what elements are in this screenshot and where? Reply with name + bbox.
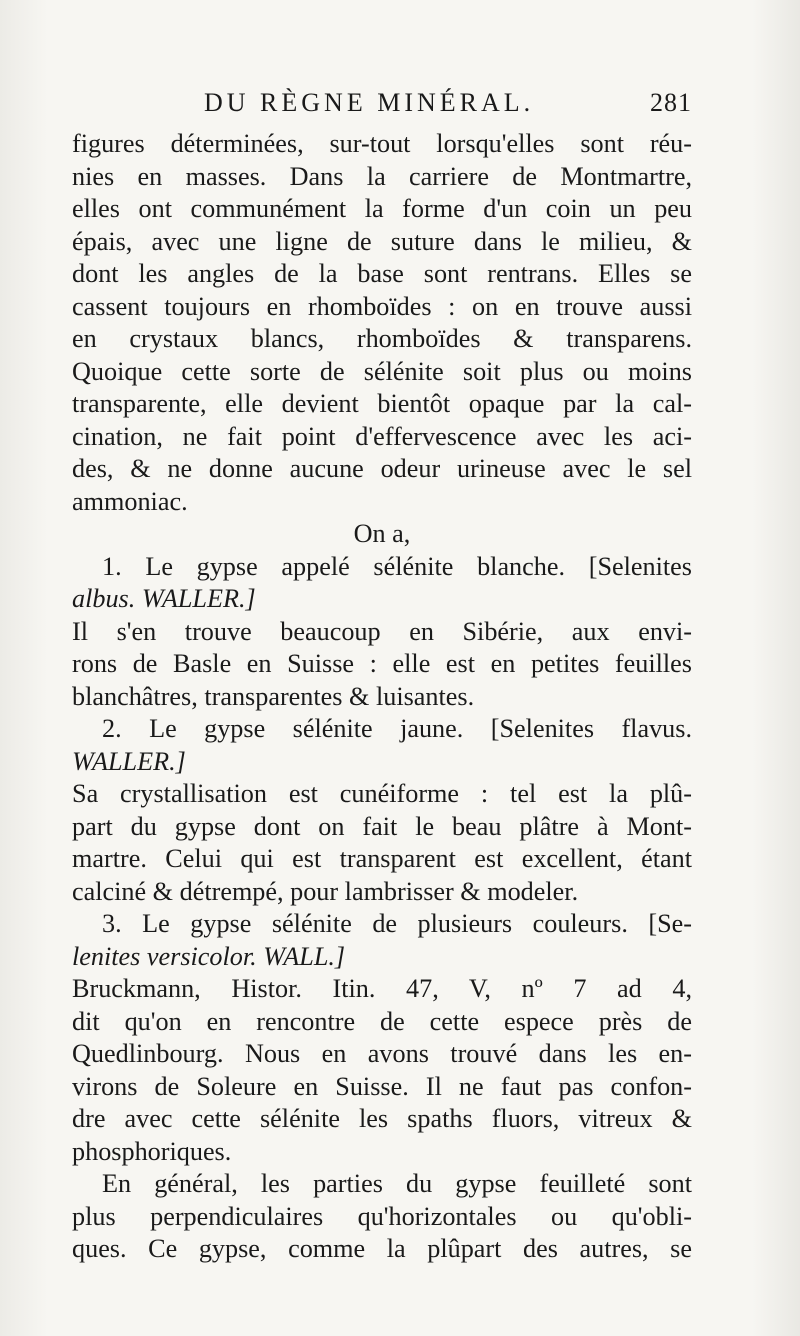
text-line: figures déterminées, sur-tout lorsqu'elles sont réu- [72,129,692,158]
text-line: WALLER.] [72,746,186,776]
text-line: elles ont communément la forme d'un coin un peu [72,194,692,223]
text-line: dit qu'on en rencontre de cette espece près de [72,1006,692,1036]
text-line: blanchâtres, transparentes & luisantes. [72,681,475,711]
text-line: phosphoriques. [72,1136,232,1166]
text-line: des, & ne donne aucune odeur urineuse avec le sel [72,454,692,483]
list-item-3: 3. Le gypse sélénite de plusieurs couleurs. [Se- [102,909,692,938]
list-item-1: 1. Le gypse appelé sélénite blanche. [Selenites [102,551,692,581]
text-line: dre avec cette sélénite les spaths fluors, vitreux & [72,1104,692,1133]
text-line: Bruckmann, Histor. Itin. 47, V, nº 7 ad 4, [72,974,692,1003]
text-line: virons de Soleure en Suisse. Il ne faut pas confon- [72,1071,692,1101]
text-line: martre. Celui qui est transparent est excellent, étant [72,844,692,873]
text-line: albus. WALLER.] [72,584,256,613]
text-line: part du gypse dont on fait le beau plâtre à Mont- [72,811,692,841]
text-line: dont les angles de la base sont rentrans. Elles se [72,259,692,288]
text-line: Quoique cette sorte de sélénite soit plus ou moins [72,356,692,386]
text-line: lenites versicolor. WALL.] [72,941,346,971]
page-number: 281 [650,88,692,117]
text-line: Il s'en trouve beaucoup en Sibérie, aux envi- [72,616,692,646]
text-line: Quedlinbourg. Nous en avons trouvé dans les en- [72,1039,692,1068]
list-item-2: 2. Le gypse sélénite jaune. [Selenites flavus. [102,714,692,743]
text-line: plus perpendiculaires qu'horizontales ou qu'obli- [72,1201,692,1231]
text-line: transparente, elle devient bientôt opaque par la cal- [72,389,692,418]
body-text [72,128,692,1266]
running-head: DU RÈGNE MINÉRAL. [204,88,535,117]
text-line: ammoniac. [72,486,188,516]
text-line: épais, avec une ligne de suture dans le milieu, & [72,226,692,256]
text-line: rons de Basle en Suisse : elle est en petites feuilles [72,649,692,678]
text-line: En général, les parties du gypse feuilleté sont [102,1169,692,1198]
text-line: cination, ne fait point d'effervescence avec les aci- [72,421,692,451]
page-header [70,88,692,128]
text-line: en crystaux blancs, rhomboïdes & transparens. [72,324,692,353]
text-line: nies en masses. Dans la carriere de Montmartre, [72,161,692,191]
text-line: cassent toujours en rhomboïdes : on en trouve aussi [72,291,692,321]
section-heading: On a, [353,519,411,548]
text-line: calciné & détrempé, pour lambrisser & modeler. [72,876,579,906]
text-line: ques. Ce gypse, comme la plûpart des autres, se [72,1234,692,1263]
text-line: Sa crystallisation est cunéiforme : tel est la plû- [72,779,692,808]
